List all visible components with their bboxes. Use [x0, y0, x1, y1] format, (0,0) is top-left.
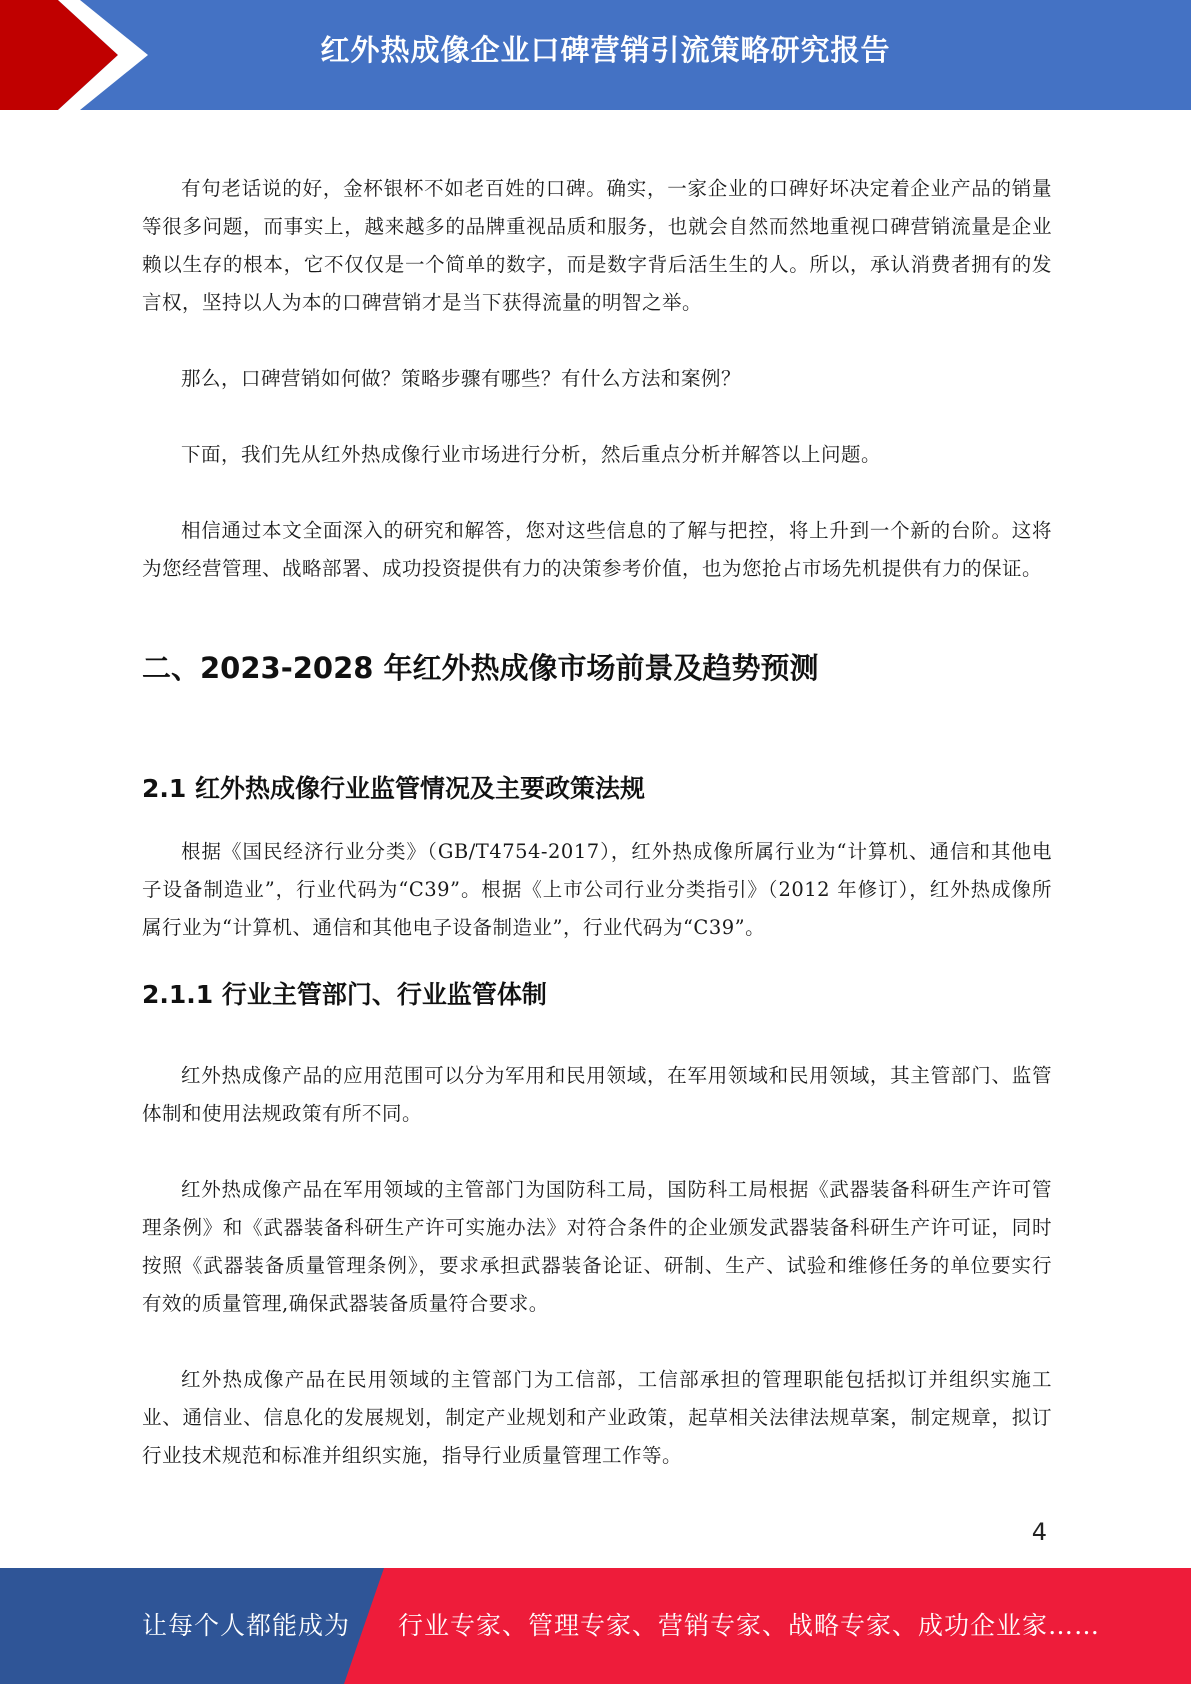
page-content	[142, 170, 1052, 1513]
section-heading: 二、2023-2028 年红外热成像市场前景及趋势预测	[142, 651, 819, 685]
paragraph-industry-classification: 根据《国民经济行业分类》（GB/T4754-2017），红外热成像所属行业为“计算机、通信和其他电子设备制造业”，行业代码为“C39”。根据《上市公司行业分类指引》（2012 年修订），红外热成像所属行业为“计算机、通信和其他电子设备制造业”，行业代码为“C39”。	[142, 840, 1052, 939]
subsubsection-heading: 2.1.1 行业主管部门、行业监管体制	[142, 980, 547, 1009]
page-header	[0, 0, 1191, 110]
subsection-heading: 2.1 红外热成像行业监管情况及主要政策法规	[142, 774, 645, 803]
report-title: 红外热成像企业口碑营销引流策略研究报告	[320, 33, 891, 67]
page-footer	[0, 1568, 1191, 1684]
paragraph-civil-regulation: 红外热成像产品在民用领域的主管部门为工信部，工信部承担的管理职能包括拟订并组织实施工业、通信业、信息化的发展规划，制定产业规划和产业政策，起草相关法律法规草案，制定规章，拟订行业技术规范和标准并组织实施，指导行业质量管理工作等。	[142, 1368, 1052, 1467]
paragraph-plan: 下面，我们先从红外热成像行业市场进行分析，然后重点分析并解答以上问题。	[181, 443, 882, 466]
paragraph-questions: 那么，口碑营销如何做？策略步骤有哪些？有什么方法和案例？	[181, 367, 742, 390]
paragraph-intro: 有句老话说的好，金杯银杯不如老百姓的口碑。确实，一家企业的口碑好坏决定着企业产品的销量等很多问题，而事实上，越来越多的品牌重视品质和服务，也就会自然而然地重视口碑营销流量是企业赖以生存的根本，它不仅仅是一个简单的数字，而是数字背后活生生的人。所以，承认消费者拥有的发言权，坚持以人为本的口碑营销才是当下获得流量的明智之举。	[142, 177, 1052, 314]
paragraph-military-regulation: 红外热成像产品在军用领域的主管部门为国防科工局，国防科工局根据《武器装备科研生产许可管理条例》和《武器装备科研生产许可实施办法》对符合条件的企业颁发武器装备科研生产许可证，同时按照《武器装备质量管理条例》，要求承担武器装备论证、研制、生产、试验和维修任务的单位要实行有效的质量管理,确保武器装备质量符合要求。	[142, 1178, 1052, 1315]
paragraph-application-scope: 红外热成像产品的应用范围可以分为军用和民用领域，在军用领域和民用领域，其主管部门、监管体制和使用法规政策有所不同。	[142, 1064, 1052, 1125]
page-number: 4	[1031, 1518, 1047, 1546]
paragraph-value: 相信通过本文全面深入的研究和解答，您对这些信息的了解与把控，将上升到一个新的台阶。这将为您经营管理、战略部署、成功投资提供有力的决策参考价值，也为您抢占市场先机提供有力的保证。	[142, 519, 1052, 580]
footer-slogan-left: 让每个人都能成为	[142, 1611, 351, 1640]
footer-slogan-right: 行业专家、管理专家、营销专家、战略专家、成功企业家……	[398, 1611, 1101, 1640]
